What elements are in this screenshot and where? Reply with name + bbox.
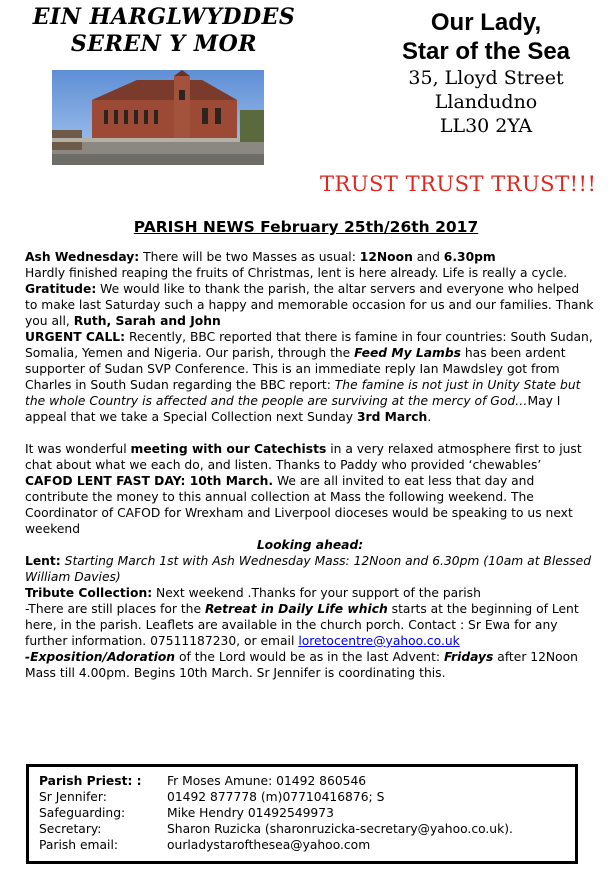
address-line-2: Llandudno [434, 91, 538, 113]
cafod-label: CAFOD LENT FAST DAY: 10th March. [25, 474, 274, 488]
gratitude-text: We would like to thank the parish, the altar servers and everyone who helped to make last Saturday such a happy and memorable occasion for us and our families. Thank you all, [25, 282, 594, 328]
contact-value: ourladystarofthesea@yahoo.com [167, 838, 371, 852]
contact-key: Safeguarding: [39, 806, 126, 820]
exposition-fridays: Fridays [443, 650, 494, 664]
page-title: PARISH NEWS February 25th/26th 2017 [133, 218, 479, 236]
exposition-bold: -Exposition/Adoration [25, 650, 176, 664]
contact-key: Sr Jennifer: [39, 790, 107, 804]
catechists-paragraph [25, 441, 595, 473]
urgent-text-4: . [427, 410, 432, 424]
catechists-bold: meeting with our Catechists [130, 442, 327, 456]
contact-box [26, 764, 578, 864]
contact-row-email [39, 837, 565, 853]
urgent-text-2: has been ardent supporter of Sudan SVP Conference. This is an immediate reply Ian Mawdsley got from Charles in South Sudan regarding the BBC report: [25, 346, 566, 392]
contact-value: 01492 877778 (m)07710416876; S [167, 790, 385, 804]
contact-row-safeguarding [39, 805, 565, 821]
urgent-date: 3rd March [356, 410, 428, 424]
ash-evening: 6.30pm [443, 250, 496, 264]
contact-row-secretary [39, 821, 565, 837]
urgent-call-label: URGENT CALL: [25, 330, 126, 344]
lent-text: Starting March 1st with Ash Wednesday Mass: 12Noon and 6.30pm (10am at Blessed William Davies) [25, 554, 592, 584]
trust-slogan: TRUST TRUST TRUST!!! [320, 172, 597, 196]
urgent-quote: The famine is not just in Unity State but the whole Country is affected and the people are surviving at the mercy of God… [25, 378, 581, 408]
gratitude-paragraph [25, 281, 595, 329]
ash-wednesday-label: Ash Wednesday: [25, 250, 140, 264]
catechists-text-2: in a very relaxed atmosphere first to just chat about what we each do, and listen. Thanks to Paddy who provided ‘chewables’ [25, 442, 582, 472]
ash-text-1: There will be two Masses as usual: [139, 250, 360, 264]
address-line-1: 35, Lloyd Street [408, 67, 564, 89]
church-photo [52, 70, 264, 165]
retreat-text-1: -There are still places for the [25, 602, 205, 616]
catechists-text-1: It was wonderful [25, 442, 131, 456]
ash-noon: 12Noon [359, 250, 413, 264]
ash-wednesday-note: Hardly finished reaping the fruits of Christmas, lent is here already. Life is really a cycle. [25, 266, 568, 280]
retreat-bold: Retreat in Daily Life which [204, 602, 388, 616]
contact-value: Fr Moses Amune: 01492 860546 [167, 774, 367, 788]
retreat-paragraph [25, 601, 595, 649]
tribute-text: Next weekend .Thanks for your support of the parish [152, 586, 481, 600]
cafod-paragraph [25, 473, 595, 537]
contact-row-priest [39, 773, 565, 789]
contact-value: Sharon Ruzicka (sharonruzicka-secretary@yahoo.co.uk). [167, 822, 513, 836]
welsh-title-line-1: EIN HARGLWYDDES [32, 4, 296, 30]
urgent-call-paragraph [25, 329, 595, 425]
church-name-block [376, 8, 596, 138]
ash-wednesday-paragraph [25, 249, 595, 265]
gratitude-names: Ruth, Sarah and John [73, 314, 221, 328]
tribute-paragraph [25, 585, 595, 601]
address-line-3: LL30 2YA [439, 115, 533, 137]
news-body [25, 249, 595, 681]
urgent-text-1: Recently, BBC reported that there is famine in four countries: South Sudan, Somalia, Yemen and Nigeria. Our parish, through the [25, 330, 593, 360]
contact-key: Parish email: [39, 838, 119, 852]
contact-key: Parish Priest: : [39, 774, 142, 788]
welsh-title-line-2: SEREN Y MOR [70, 31, 258, 57]
contact-value: Mike Hendry 01492549973 [167, 806, 334, 820]
church-name-line-2: Star of the Sea [401, 38, 571, 65]
cafod-text: We are all invited to eat less that day and contribute the money to this annual collection at Mass the following weekend. The Coordinator of CAFOD for Wrexham and Liverpool dioceses would be speaking to us next weekend [25, 474, 573, 536]
gratitude-label: Gratitude: [25, 282, 97, 296]
church-photo-image [52, 70, 264, 165]
welsh-title [14, 4, 314, 58]
church-name-line-1: Our Lady, [430, 9, 542, 36]
lent-paragraph [25, 553, 595, 585]
exposition-paragraph [25, 649, 595, 681]
contact-key: Secretary: [39, 822, 102, 836]
exposition-text-2: after 12Noon Mass till 4.00pm. Begins 10th March. Sr Jennifer is coordinating this. [25, 650, 578, 680]
looking-ahead-text: Looking ahead: [256, 538, 364, 552]
urgent-text-3: May I appeal that we take a Special Collection next Sunday [25, 394, 561, 424]
looking-ahead-heading [25, 537, 595, 553]
tribute-label: Tribute Collection: [25, 586, 153, 600]
ash-and: and [412, 250, 444, 264]
exposition-text-1: of the Lord would be as in the last Advent: [175, 650, 444, 664]
retreat-text-2: starts at the beginning of Lent here, in the parish. Leaflets are available in the church porch. Contact : Sr Ewa for any further information. 07511187230, or email [25, 602, 579, 648]
retreat-email-link[interactable]: loretocentre@yahoo.co.uk [298, 634, 460, 648]
feed-my-lambs: Feed My Lambs [354, 346, 461, 360]
lent-label: Lent: [25, 554, 61, 568]
contact-row-sr-jennifer [39, 789, 565, 805]
